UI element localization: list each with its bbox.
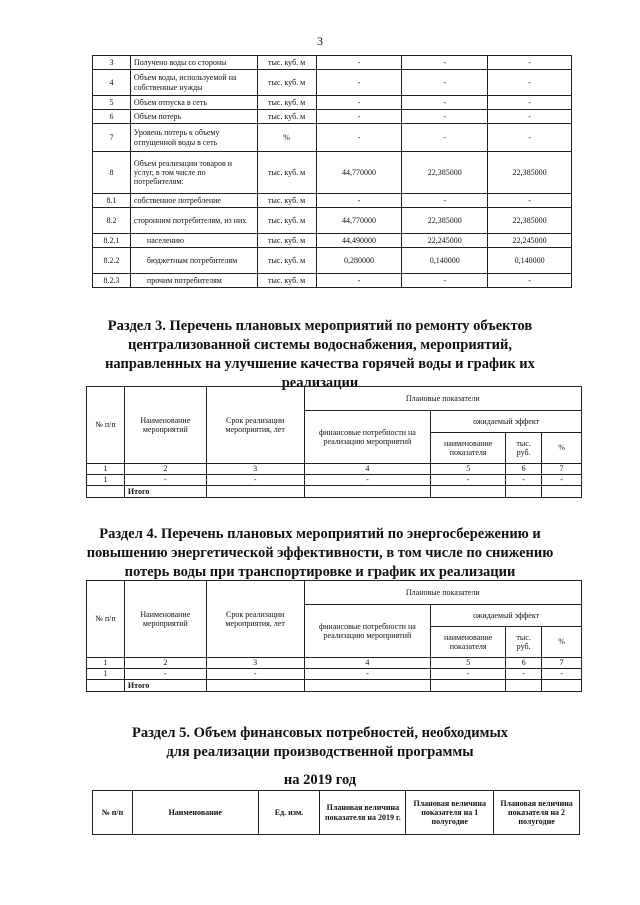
table-cell: -	[488, 124, 572, 152]
table-cell: 4	[93, 70, 131, 96]
col-number: 2	[124, 658, 206, 669]
table-cell: 44,490000	[316, 234, 402, 248]
table-cell	[431, 680, 506, 692]
col-unit-header: Ед. изм.	[258, 791, 320, 835]
table-cell: тыс. куб. м	[257, 56, 316, 70]
col-number: 2	[124, 464, 206, 475]
table-cell: Получено воды со стороны	[130, 56, 257, 70]
col-number: 7	[542, 658, 582, 669]
table-cell: -	[402, 70, 488, 96]
col-ind-header: наименование показателя	[431, 627, 506, 658]
table-cell: 22,385000	[488, 208, 572, 234]
table-cell: -	[304, 475, 431, 486]
table-cell: -	[488, 194, 572, 208]
table-row	[93, 194, 572, 208]
table-cell: 1	[87, 669, 125, 680]
table-cell	[304, 680, 431, 692]
table-cell: тыс. куб. м	[257, 248, 316, 274]
table-cell: 44,770000	[316, 152, 402, 194]
col-name-header: Наименование	[132, 791, 258, 835]
table-cell: -	[402, 56, 488, 70]
table-cell	[304, 486, 431, 498]
col-effect-header: ожидаемый эффект	[431, 411, 582, 433]
table-cell: 22,245000	[488, 234, 572, 248]
table-cell: 44,770000	[316, 208, 402, 234]
table-cell: -	[402, 124, 488, 152]
section5-year: на 2019 год	[283, 772, 357, 788]
table-cell: 0,140000	[402, 248, 488, 274]
col-term-header: Срок реализации мероприятия, лет	[206, 581, 304, 658]
table-cell: -	[488, 70, 572, 96]
table-cell: 8.2.3	[93, 274, 131, 288]
col-h1-header: Плановая величина показателя на 1 полугодие	[406, 791, 494, 835]
col-number: 1	[87, 658, 125, 669]
col-num-header: № п/п	[87, 387, 125, 464]
table-cell: тыс. куб. м	[257, 234, 316, 248]
table-cell: -	[316, 70, 402, 96]
table-cell	[542, 680, 582, 692]
table-cell: -	[316, 110, 402, 124]
table-row	[93, 56, 572, 70]
table-cell: Объем реализации товаров и услуг, в том числе по потребителям:	[130, 152, 257, 194]
table-cell: 1	[87, 475, 125, 486]
table-cell	[87, 486, 125, 498]
col-number: 1	[87, 464, 125, 475]
table-cell: -	[124, 669, 206, 680]
col-plan-header: Плановые показатели	[304, 387, 581, 411]
table-row	[93, 152, 572, 194]
table-cell: Объем воды, используемой на собственные нужды	[130, 70, 257, 96]
table-cell: 8.2.1	[93, 234, 131, 248]
table-row	[93, 124, 572, 152]
table-cell: сторонним потребителям, из них	[130, 208, 257, 234]
table-cell: прочим потребителям	[130, 274, 257, 288]
col-plan-header: Плановые показатели	[304, 581, 581, 605]
table-row	[93, 274, 572, 288]
table-cell: -	[206, 669, 304, 680]
table-cell: 22,245000	[402, 234, 488, 248]
table-cell: -	[488, 96, 572, 110]
table-cell: -	[402, 274, 488, 288]
table-cell: -	[402, 194, 488, 208]
col-fin-header: финансовые потребности на реализацию мероприятий	[304, 411, 431, 464]
col-year-header: Плановая величина показателя на 2019 г.	[320, 791, 406, 835]
col-number: 5	[431, 658, 506, 669]
section3-title: Раздел 3. Перечень плановых мероприятий по ремонту объектов централизованной системы водоснабжения, мероприятий, направленных на улучшение качества горячей воды и график их реализации	[105, 318, 535, 391]
table-cell	[206, 680, 304, 692]
table-cell: -	[542, 475, 582, 486]
col-effect-header: ожидаемый эффект	[431, 605, 582, 627]
table-row	[93, 248, 572, 274]
col-number: 3	[206, 658, 304, 669]
balance-table	[92, 55, 572, 288]
table-cell: 8.1	[93, 194, 131, 208]
col-number: 4	[304, 464, 431, 475]
col-number: 7	[542, 464, 582, 475]
col-number: 4	[304, 658, 431, 669]
table-cell: -	[316, 96, 402, 110]
table-row	[93, 110, 572, 124]
table-cell	[87, 680, 125, 692]
table-cell: -	[304, 669, 431, 680]
col-term-header: Срок реализации мероприятия, лет	[206, 387, 304, 464]
table-cell: -	[124, 475, 206, 486]
table-cell: -	[316, 124, 402, 152]
table-cell: -	[316, 274, 402, 288]
table-cell: 5	[93, 96, 131, 110]
table-cell: 7	[93, 124, 131, 152]
col-rub-header: тыс. руб.	[506, 627, 542, 658]
table-row	[93, 234, 572, 248]
col-name-header: Наименование мероприятий	[124, 387, 206, 464]
table-cell	[506, 486, 542, 498]
table-cell: -	[431, 475, 506, 486]
table-cell: -	[506, 475, 542, 486]
page-number: 3	[317, 34, 323, 48]
table-cell: Объем отпуска в сеть	[130, 96, 257, 110]
table-cell: населению	[130, 234, 257, 248]
table-cell: 0,280000	[316, 248, 402, 274]
section3-table	[86, 386, 582, 498]
table-row	[93, 96, 572, 110]
table-cell: -	[488, 110, 572, 124]
total-label: Итого	[124, 680, 206, 692]
table-cell: -	[402, 110, 488, 124]
table-cell: 8.2	[93, 208, 131, 234]
col-ind-header: наименование показателя	[431, 433, 506, 464]
table-cell: %	[257, 124, 316, 152]
col-rub-header: тыс. руб.	[506, 433, 542, 464]
table-cell: -	[431, 669, 506, 680]
table-cell: -	[206, 475, 304, 486]
col-number: 6	[506, 464, 542, 475]
table-cell: Уровень потерь к объему отпущенной воды в сеть	[130, 124, 257, 152]
table-cell: тыс. куб. м	[257, 70, 316, 96]
col-number: 5	[431, 464, 506, 475]
col-pct-header: %	[542, 627, 582, 658]
total-label: Итого	[124, 486, 206, 498]
table-cell: 6	[93, 110, 131, 124]
table-cell: 8	[93, 152, 131, 194]
col-name-header: Наименование мероприятий	[124, 581, 206, 658]
table-cell: -	[402, 96, 488, 110]
table-cell	[431, 486, 506, 498]
table-cell	[542, 486, 582, 498]
table-cell: -	[506, 669, 542, 680]
table-cell: тыс. куб. м	[257, 274, 316, 288]
table-cell: тыс. куб. м	[257, 208, 316, 234]
table-cell: тыс. куб. м	[257, 194, 316, 208]
table-cell: 22,385000	[488, 152, 572, 194]
table-row	[93, 208, 572, 234]
col-h2-header: Плановая величина показателя на 2 полугодие	[494, 791, 580, 835]
table-cell: Объем потерь	[130, 110, 257, 124]
col-number: 3	[206, 464, 304, 475]
table-cell: -	[316, 194, 402, 208]
table-cell: 22,385000	[402, 152, 488, 194]
table-cell: 0,140000	[488, 248, 572, 274]
section4-title: Раздел 4. Перечень плановых мероприятий по энергосбережению и повышению энергетической эффективности, в том числе по снижению потерь воды при транспортировке и график их реализации	[86, 526, 554, 580]
table-cell: тыс. куб. м	[257, 110, 316, 124]
col-num-header: № п/п	[93, 791, 133, 835]
table-cell: собственное потребление	[130, 194, 257, 208]
table-cell: -	[488, 56, 572, 70]
table-cell: -	[316, 56, 402, 70]
table-cell: -	[542, 669, 582, 680]
col-fin-header: финансовые потребности на реализацию мероприятий	[304, 605, 431, 658]
col-number: 6	[506, 658, 542, 669]
table-cell: тыс. куб. м	[257, 96, 316, 110]
section4-table	[86, 580, 582, 692]
table-row	[93, 70, 572, 96]
col-pct-header: %	[542, 433, 582, 464]
table-cell: 22,385000	[402, 208, 488, 234]
table-cell: бюджетным потребителям	[130, 248, 257, 274]
col-num-header: № п/п	[87, 581, 125, 658]
section5-title: Раздел 5. Объем финансовых потребностей, необходимых для реализации производственной программы	[131, 725, 509, 760]
table-cell: 8.2.2	[93, 248, 131, 274]
section5-table	[92, 790, 580, 835]
table-cell: -	[488, 274, 572, 288]
table-cell: тыс. куб. м	[257, 152, 316, 194]
table-cell: 3	[93, 56, 131, 70]
table-cell	[506, 680, 542, 692]
table-cell	[206, 486, 304, 498]
